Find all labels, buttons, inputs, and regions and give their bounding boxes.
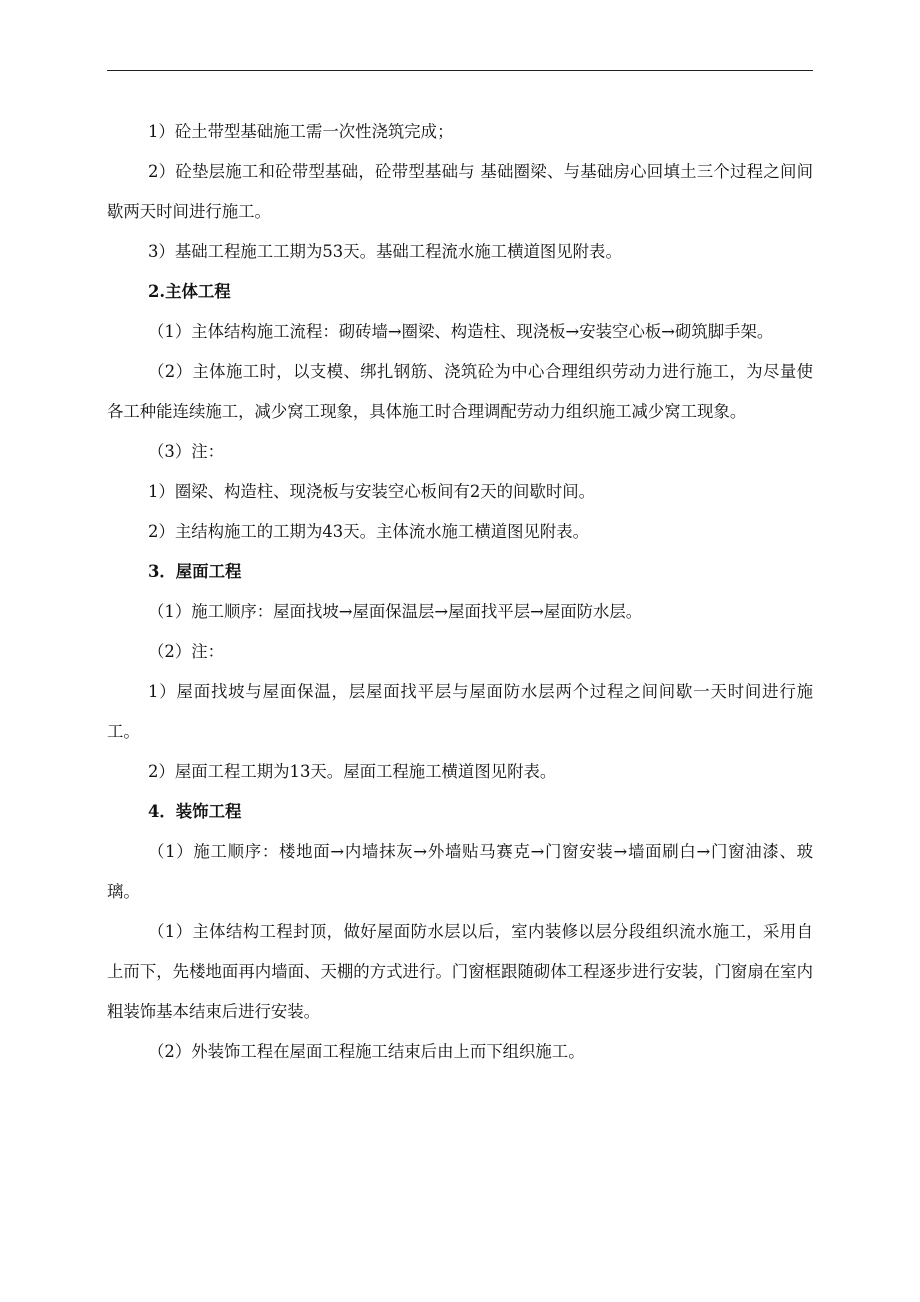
paragraph: 1）屋面找坡与屋面保温，层屋面找平层与屋面防水层两个过程之间间歇一天时间进行施工。 <box>107 682 813 741</box>
document-body <box>107 112 813 1072</box>
paragraph: 3）基础工程施工工期为53天。基础工程流水施工横道图见附表。 <box>148 242 622 261</box>
paragraph: （2）注： <box>148 642 224 661</box>
paragraph: 1）砼土带型基础施工需一次性浇筑完成； <box>148 122 454 141</box>
section-heading: 3．屋面工程 <box>148 562 242 581</box>
paragraph: （2）主体施工时，以支模、绑扎钢筋、浇筑砼为中心合理组织劳动力进行施工，为尽量使各工种能连续施工，减少窝工现象，具体施工时合理调配劳动力组织施工减少窝工现象。 <box>107 362 813 421</box>
paragraph: 1）圈梁、构造柱、现浇板与安装空心板间有2天的间歇时间。 <box>148 482 596 501</box>
paragraph: （1）施工顺序：屋面找坡→屋面保温层→屋面找平层→屋面防水层。 <box>148 602 643 621</box>
section-heading: 2.主体工程 <box>148 282 231 301</box>
paragraph: （2）外装饰工程在屋面工程施工结束后由上而下组织施工。 <box>148 1042 585 1061</box>
paragraph: （3）注： <box>148 442 224 461</box>
paragraph: 2）主结构施工的工期为43天。主体流水施工横道图见附表。 <box>148 522 590 541</box>
paragraph: （1）施工顺序：楼地面→内墙抹灰→外墙贴马赛克→门窗安装→墙面刷白→门窗油漆、玻璃。 <box>107 842 813 901</box>
paragraph: （1）主体结构施工流程：砌砖墙→圈梁、构造柱、现浇板→安装空心板→砌筑脚手架。 <box>148 322 774 341</box>
section-heading: 4．装饰工程 <box>148 802 242 821</box>
paragraph: 2）屋面工程工期为13天。屋面工程施工横道图见附表。 <box>148 762 557 781</box>
header-rule <box>107 70 813 71</box>
paragraph: （1）主体结构工程封顶，做好屋面防水层以后，室内装修以层分段组织流水施工，采用自上而下，先楼地面再内墙面、天棚的方式进行。门窗框跟随砌体工程逐步进行安装，门窗扇在室内粗装饰基本结束后进行安装。 <box>107 922 813 1021</box>
paragraph: 2）砼垫层施工和砼带型基础，砼带型基础与 基础圈梁、与基础房心回填土三个过程之间间歇两天时间进行施工。 <box>107 162 813 221</box>
